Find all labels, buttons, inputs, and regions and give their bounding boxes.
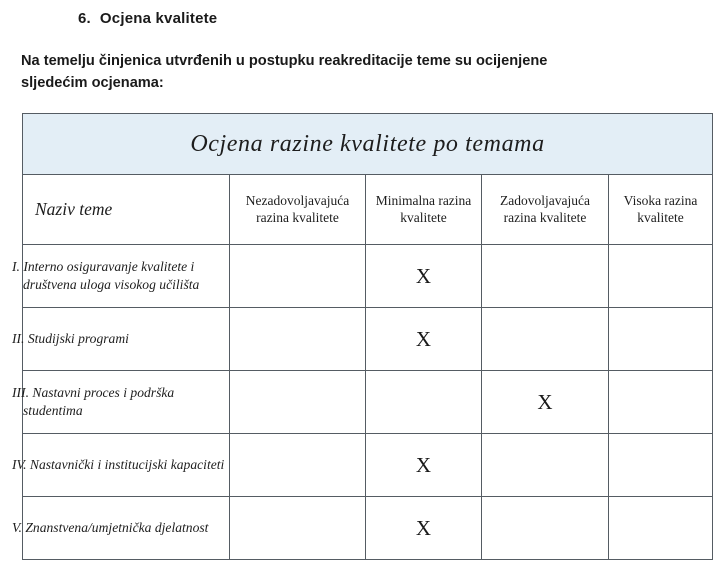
mark-unsatisfactory xyxy=(230,434,366,497)
column-header-high-label: Visoka razina kvalitete xyxy=(623,193,698,225)
mark-minimal: X xyxy=(366,434,482,497)
mark-unsatisfactory xyxy=(230,497,366,560)
table-row xyxy=(23,245,713,308)
mark-unsatisfactory xyxy=(230,245,366,308)
table-title-cell xyxy=(23,114,713,175)
column-header-unsatisfactory xyxy=(230,175,366,245)
mark-minimal: X xyxy=(366,497,482,560)
mark-high xyxy=(609,497,713,560)
column-header-minimal-label: Minimalna razina kvalitete xyxy=(375,193,472,225)
mark-minimal: X xyxy=(366,245,482,308)
mark-high xyxy=(609,308,713,371)
theme-label: IV. Nastavnički i institucijski kapaciteti xyxy=(23,434,230,497)
theme-label: III. Nastavni proces i podrška studentima xyxy=(23,371,230,434)
intro-paragraph xyxy=(21,50,709,94)
column-header-satisfactory xyxy=(482,175,609,245)
mark-minimal: X xyxy=(366,308,482,371)
theme-label: I. Interno osiguravanje kvalitete i društvena uloga visokog učilišta xyxy=(23,245,230,308)
intro-line-2: sljedećim ocjenama: xyxy=(21,75,164,91)
column-header-theme xyxy=(23,175,230,245)
section-title: Ocjena kvalitete xyxy=(99,10,218,27)
mark-high xyxy=(609,371,713,434)
mark-unsatisfactory xyxy=(230,371,366,434)
table-header-row xyxy=(23,175,713,245)
section-heading xyxy=(78,10,217,27)
column-header-minimal xyxy=(366,175,482,245)
mark-satisfactory xyxy=(482,434,609,497)
column-header-theme-label: Naziv teme xyxy=(35,199,113,219)
mark-satisfactory xyxy=(482,308,609,371)
table-row xyxy=(23,371,713,434)
mark-satisfactory xyxy=(482,497,609,560)
intro-line-1: Na temelju činjenica utvrđenih u postupku reakreditacije teme su ocijenjene xyxy=(21,53,548,69)
mark-unsatisfactory xyxy=(230,308,366,371)
table-row xyxy=(23,434,713,497)
mark-minimal xyxy=(366,371,482,434)
mark-high xyxy=(609,434,713,497)
table-row xyxy=(23,308,713,371)
mark-satisfactory: X xyxy=(482,371,609,434)
quality-grade-table xyxy=(12,113,713,560)
theme-label: V. Znanstvena/umjetnička djelatnost xyxy=(23,497,230,560)
table-title: Ocjena razine kvalitete po temama xyxy=(190,130,545,157)
mark-satisfactory xyxy=(482,245,609,308)
theme-label: II. Studijski programi xyxy=(23,308,230,371)
mark-high xyxy=(609,245,713,308)
column-header-satisfactory-label: Zadovoljavajuća razina kvalitete xyxy=(500,193,590,225)
column-header-high xyxy=(609,175,713,245)
table-row xyxy=(23,497,713,560)
table-title-row xyxy=(23,114,713,175)
section-number: 6. xyxy=(78,10,91,27)
column-header-unsatisfactory-label: Nezadovoljavajuća razina kvalitete xyxy=(245,193,350,225)
